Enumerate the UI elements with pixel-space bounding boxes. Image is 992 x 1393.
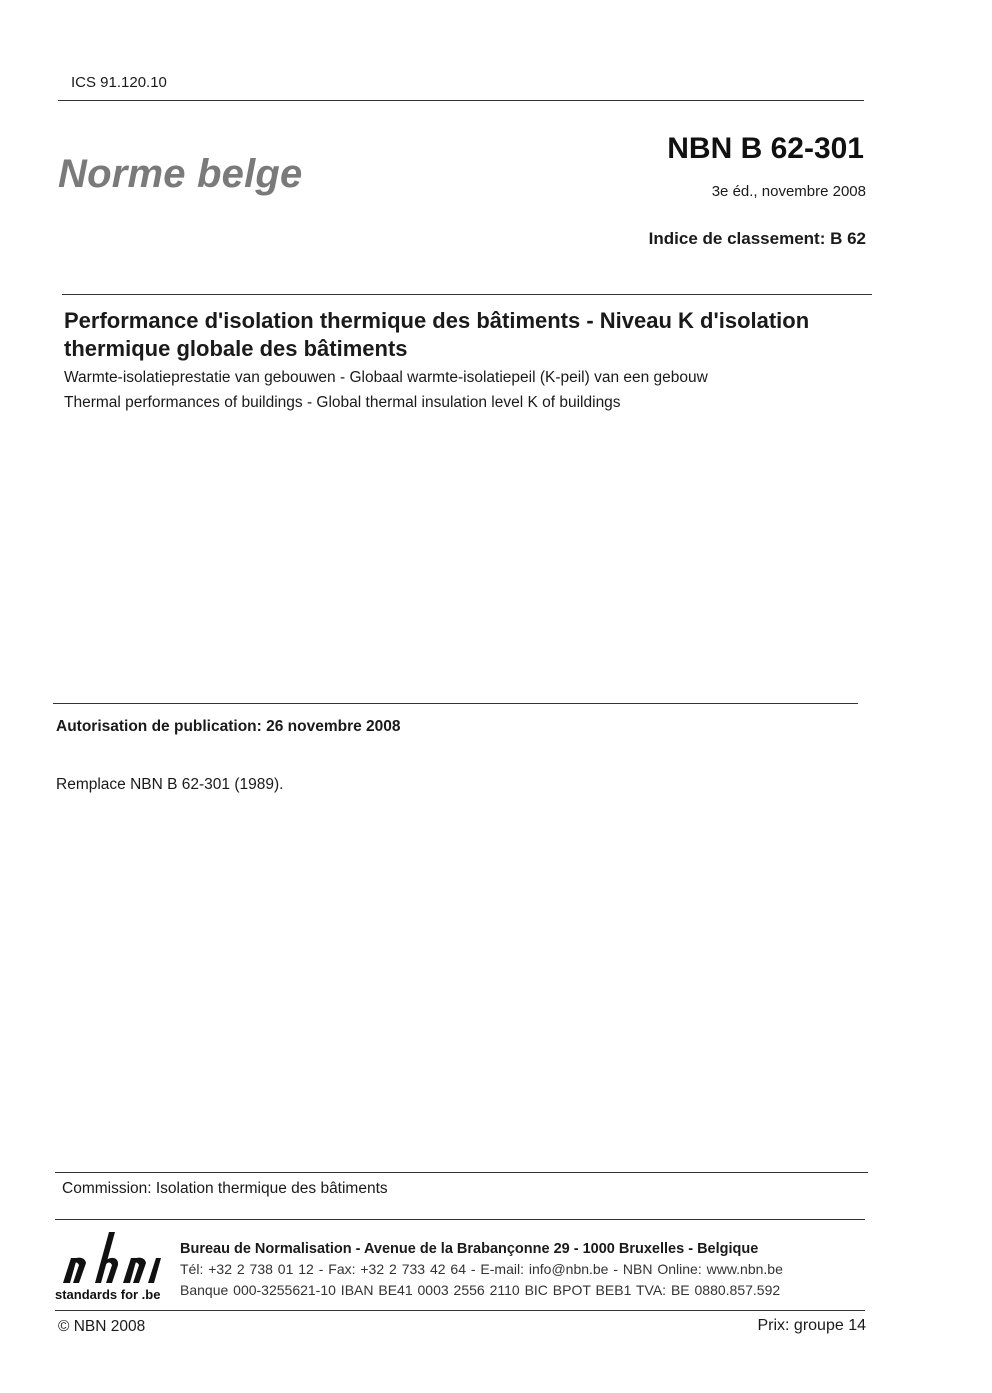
classification-index: Indice de classement: B 62	[648, 229, 866, 248]
contact-details: Tél: +32 2 738 01 12 - Fax: +32 2 733 42 64 - E-mail: info@nbn.be - NBN Online: www.nbn.be	[180, 1261, 783, 1277]
edition-date: 3e éd., novembre 2008	[711, 183, 866, 200]
footer-rule	[55, 1310, 865, 1311]
commission-name: Commission: Isolation thermique des bâtiments	[62, 1180, 388, 1197]
title-english: Thermal performances of buildings - Global thermal insulation level K of buildings	[64, 394, 621, 411]
copyright: © NBN 2008	[58, 1318, 146, 1335]
top-rule	[58, 100, 864, 101]
norme-label: Norme belge	[58, 152, 303, 196]
publication-rule	[53, 703, 858, 704]
standard-code: NBN B 62-301	[667, 132, 864, 165]
title-rule	[62, 294, 872, 295]
price-group: Prix: groupe 14	[757, 1317, 866, 1334]
bank-details: Banque 000-3255621-10 IBAN BE41 0003 2556 2110 BIC BPOT BEB1 TVA: BE 0880.857.592	[180, 1282, 781, 1298]
ics-code: ICS 91.120.10	[71, 74, 167, 91]
publication-authorisation: Autorisation de publication: 26 novembre 2008	[56, 718, 401, 735]
logo-tagline: standards for .be	[55, 1287, 161, 1302]
commission-rule-bottom	[55, 1219, 865, 1220]
title-french: Performance d'isolation thermique des bâtiments - Niveau K d'isolation thermique globale des bâtiments	[64, 308, 810, 361]
bureau-address: Bureau de Normalisation - Avenue de la Brabançonne 29 - 1000 Bruxelles - Belgique	[180, 1241, 759, 1257]
nbn-logo-mark	[63, 1232, 161, 1283]
title-dutch: Warmte-isolatieprestatie van gebouwen - Globaal warmte-isolatiepeil (K-peil) van een gebouw	[64, 369, 708, 386]
commission-rule-top	[55, 1172, 868, 1173]
replaces-note: Remplace NBN B 62-301 (1989).	[56, 776, 284, 793]
